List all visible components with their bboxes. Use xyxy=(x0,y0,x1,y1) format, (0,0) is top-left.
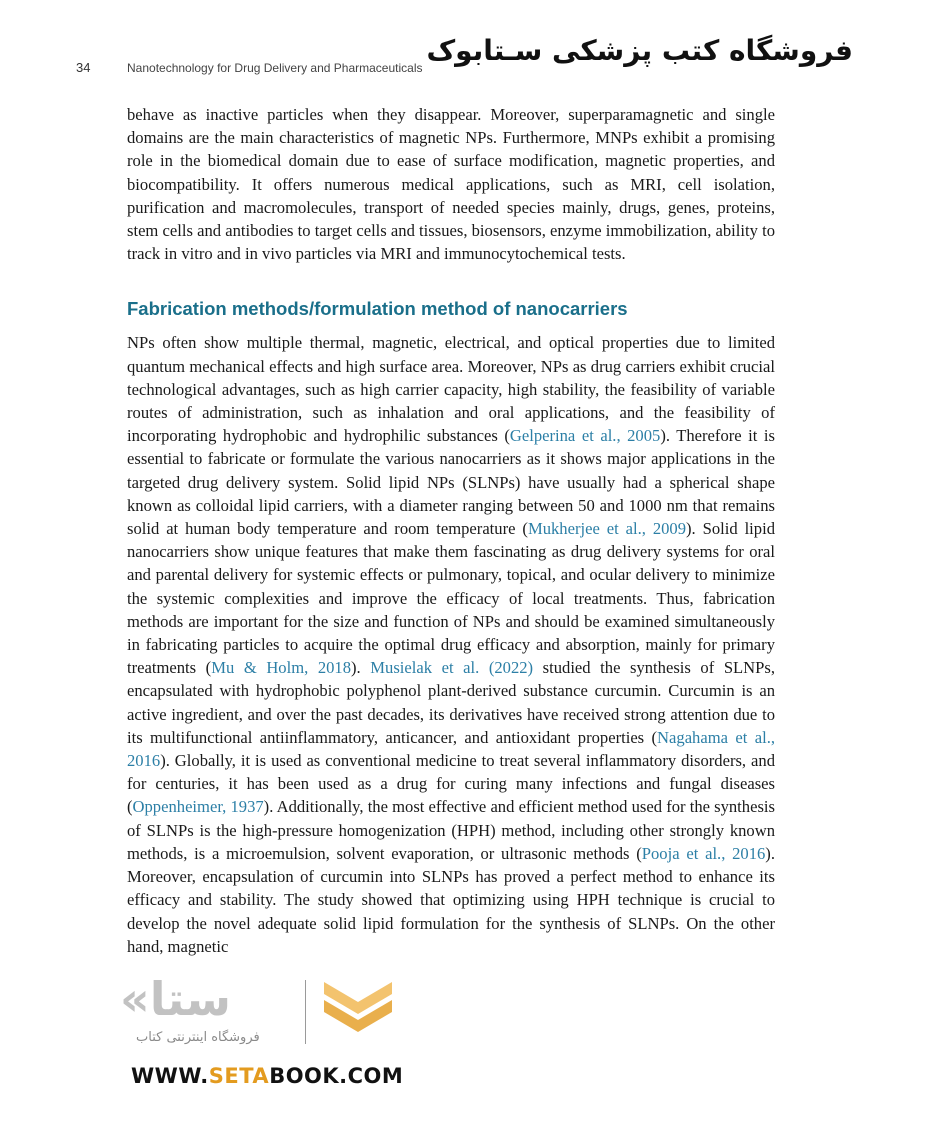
text-run: ). Solid lipid nanocarriers show unique features that make them fascinating as drug delivery systems for oral and parental delivery for systemic effects or pulmonary, topical, and ocular delivery to minimize the systemic complexities and improve the efficacy of local treatments. Thus, fabrication methods are important for the size and function of NPs and should be examined simultaneously in fabricating particles to acquire the optimal drug efficacy and absorption, mainly for primary treatments ( xyxy=(127,519,775,678)
citation-link[interactable]: Musielak et al. (2022) xyxy=(370,658,534,678)
text-run: ). Globally, it is used as conventional medicine to treat several inflammatory disorders, and for centuries, it has been used as a drug for curing many infections and fungal diseases ( xyxy=(127,751,775,817)
url-prefix: WWW. xyxy=(131,1064,209,1088)
setabook-watermark xyxy=(120,972,420,1062)
citation-link[interactable]: Oppenheimer, 1937 xyxy=(132,797,264,817)
text-run: ). Therefore it is essential to fabricate or formulate the various nanocarriers as it shows major applications in the targeted drug delivery system. Solid lipid NPs (SLNPs) have usually had a spherical shape known as colloidal lipid carriers, with a diameter ranging between 50 and 1000 nm that remains solid at human body temperature and room temperature ( xyxy=(127,426,775,539)
text-run: ). xyxy=(351,658,371,678)
store-banner: فروشگاه کتب پزشکی سـتابوک xyxy=(426,34,853,67)
citation-link[interactable]: Nagahama et al., 2016 xyxy=(127,727,775,771)
running-title: Nanotechnology for Drug Delivery and Pharmaceuticals xyxy=(127,61,423,75)
page-number: 34 xyxy=(76,60,91,75)
text-run: ). Moreover, encapsulation of curcumin into SLNPs has proved a perfect method to enhance its efficacy and stability. The study showed that optimizing using HPH technique is crucial to develop the novel adequate solid lipid formulation for the synthesis of SLNPs. On the other hand, magnetic xyxy=(127,843,775,956)
url-brand: SETA xyxy=(208,1064,270,1088)
double-chevron-icon xyxy=(318,976,398,1036)
watermark-logo-text: «ستا xyxy=(120,972,232,1026)
citation-link[interactable]: Mukherjee et al., 2009 xyxy=(527,519,687,539)
text-run: NPs often show multiple thermal, magnetic, electrical, and optical properties due to limited quantum mechanical effects and high surface area. Moreover, NPs as drug carriers exhibit crucial technological advantages, such as high carrier capacity, high stability, the feasibility of variable routes of administration, such as inhalation and oral applications, and the feasibility of incorporating hydrophobic and hydrophilic substances ( xyxy=(127,333,775,446)
paragraph-1: behave as inactive particles when they disappear. Moreover, superparamagnetic and single domains are the main characteristics of magnetic NPs. Furthermore, MNPs exhibit a promising role in the biomedical domain due to ease of surface modification, magnetic properties, and biocompatibility. It offers numerous medical applications, such as MRI, cell isolation, purification and macromolecules, transport of needed species mainly, drugs, genes, proteins, stem cells and antibodies to target cells and tissues, biosensors, enzyme immobilization, ability to track in vitro and in vivo particles via MRI and immunocytochemical tests. xyxy=(127,105,775,264)
citation-link[interactable]: Pooja et al., 2016 xyxy=(641,843,766,863)
text-run: studied the synthesis of SLNPs, encapsulated with hydrophobic polyphenol plant-derived substance curcumin. Curcumin is an active ingredient, and over the past decades, its derivatives have received strong attention due to its multifunctional antiinflammatory, anticancer, and antioxidant properties ( xyxy=(127,658,776,747)
page-header xyxy=(0,34,929,84)
paragraph-2 xyxy=(127,331,775,957)
footer-url[interactable] xyxy=(131,1064,403,1088)
watermark-subtitle: فروشگاه اینترنتی کتاب xyxy=(136,1030,260,1045)
text-run: ). Additionally, the most effective and efficient method used for the synthesis of SLNPs is the high-pressure homogenization (HPH) method, including other strongly known methods, is a microemulsion, solvent evaporation, or ultrasonic methods ( xyxy=(127,797,775,863)
section-heading: Fabrication methods/formulation method of nanocarriers xyxy=(127,298,628,320)
citation-link[interactable]: Gelperina et al., 2005 xyxy=(509,426,661,446)
watermark-divider xyxy=(305,980,306,1044)
page-content xyxy=(127,103,775,958)
citation-link[interactable]: Mu & Holm, 2018 xyxy=(211,658,352,678)
url-suffix: BOOK.COM xyxy=(269,1064,404,1088)
